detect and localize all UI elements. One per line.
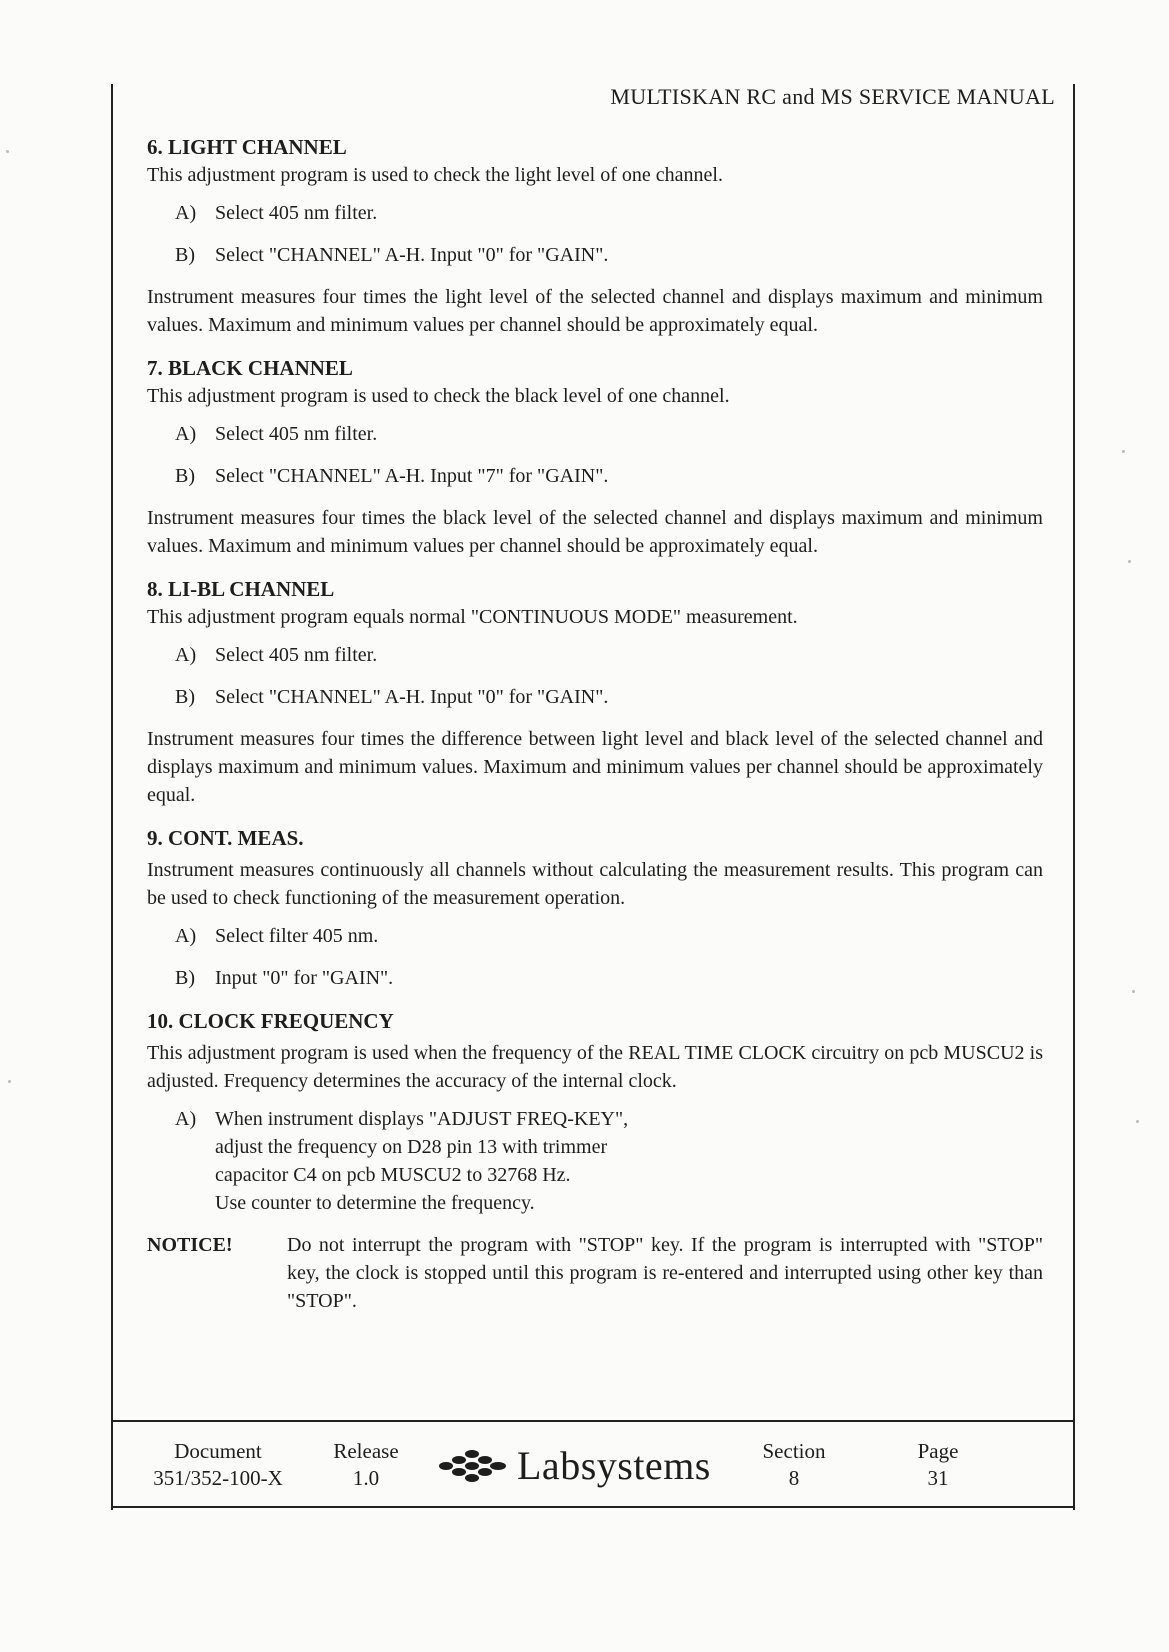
step-item: [175, 964, 1043, 992]
step-text: Select filter 405 nm.: [215, 925, 379, 947]
section-heading: 6. LIGHT CHANNEL: [147, 135, 347, 159]
scan-speck: [1122, 450, 1125, 453]
step-label: B): [175, 686, 195, 708]
section-intro: This adjustment program is used when the frequency of the REAL TIME CLOCK circuitry on pcb MUSCU2 is adjusted. Frequency determines the accuracy of the internal clock.: [147, 1042, 1043, 1092]
footer-release-value: 1.0: [352, 1466, 380, 1490]
footer-page-label: Page: [917, 1439, 959, 1463]
step-text: Select "CHANNEL" A-H. Input "7" for "GAIN".: [215, 465, 609, 487]
section-heading: 9. CONT. MEAS.: [147, 826, 304, 850]
section-intro: This adjustment program is used to check the black level of one channel.: [147, 385, 730, 407]
scan-speck: [6, 150, 9, 153]
step-item: [175, 922, 1043, 950]
section-cont-meas: [147, 825, 1043, 992]
footer-section: [749, 1438, 839, 1492]
section-heading: 8. LI-BL CHANNEL: [147, 577, 335, 601]
labsystems-logo-icon: [433, 1448, 511, 1484]
step-item: [175, 1105, 1043, 1217]
scan-speck: [1136, 1120, 1139, 1123]
step-line: capacitor C4 on pcb MUSCU2 to 32768 Hz.: [215, 1164, 571, 1186]
step-item: [175, 683, 1043, 711]
step-label: A): [175, 925, 197, 947]
step-label: A): [175, 1108, 197, 1130]
page-footer: [113, 1420, 1073, 1508]
step-label: B): [175, 244, 195, 266]
step-item: [175, 462, 1043, 490]
footer-section-value: 8: [788, 1466, 800, 1490]
section-heading: 7. BLACK CHANNEL: [147, 356, 353, 380]
footer-page: [893, 1438, 983, 1492]
step-label: A): [175, 423, 197, 445]
step-item: [175, 420, 1043, 448]
section-intro: Instrument measures continuously all channels without calculating the measurement results. This program can be used to check functioning of the measurement operation.: [147, 859, 1043, 909]
footer-document-label: Document: [174, 1439, 262, 1463]
step-item: [175, 241, 1043, 269]
step-item: [175, 199, 1043, 227]
footer-section-label: Section: [762, 1439, 826, 1463]
page-frame: [111, 84, 1075, 1510]
notice-block: [147, 1231, 1043, 1315]
step-label: B): [175, 465, 195, 487]
step-text: Input "0" for "GAIN".: [215, 967, 394, 989]
section-body: Instrument measures four times the difference between light level and black level of the selected channel and displays maximum and minimum values. Maximum and minimum values per channel should be approximately equal.: [147, 728, 1043, 806]
section-clock-frequency: [147, 1008, 1043, 1315]
step-text: Select 405 nm filter.: [215, 644, 378, 666]
step-line: adjust the frequency on D28 pin 13 with trimmer: [215, 1136, 608, 1158]
scan-speck: [8, 1080, 11, 1083]
page-content: [147, 134, 1043, 1331]
step-label: B): [175, 967, 195, 989]
step-line: Use counter to determine the frequency.: [215, 1192, 535, 1214]
labsystems-logo-text: Labsystems: [517, 1443, 711, 1488]
step-label: A): [175, 202, 197, 224]
step-text: Select "CHANNEL" A-H. Input "0" for "GAIN".: [215, 244, 609, 266]
section-body: Instrument measures four times the black level of the selected channel and displays maximum and minimum values. Maximum and minimum values per channel should be approximately equal.: [147, 507, 1043, 557]
step-label: A): [175, 644, 197, 666]
notice-label: NOTICE!: [147, 1234, 233, 1256]
section-body: Instrument measures four times the light level of the selected channel and displays maximum and minimum values. Maximum and minimum values per channel should be approximately equal.: [147, 286, 1043, 336]
footer-document: [143, 1438, 293, 1492]
step-text: Select 405 nm filter.: [215, 423, 378, 445]
section-light-channel: [147, 134, 1043, 339]
footer-release: [321, 1438, 411, 1492]
footer-page-value: 31: [927, 1466, 949, 1490]
section-intro: This adjustment program is used to check the light level of one channel.: [147, 164, 723, 186]
labsystems-logo: [433, 1442, 711, 1489]
page-header: MULTISKAN RC and MS SERVICE MANUAL: [610, 84, 1055, 109]
step-text: Select "CHANNEL" A-H. Input "0" for "GAIN".: [215, 686, 609, 708]
section-intro: This adjustment program equals normal "CONTINUOUS MODE" measurement.: [147, 606, 798, 628]
section-black-channel: [147, 355, 1043, 560]
footer-release-label: Release: [333, 1439, 399, 1463]
step-text: Select 405 nm filter.: [215, 202, 378, 224]
footer-document-value: 351/352-100-X: [153, 1466, 283, 1490]
scan-speck: [1128, 560, 1131, 563]
step-item: [175, 641, 1043, 669]
notice-text: Do not interrupt the program with "STOP" key. If the program is interrupted with "STOP" key, the clock is stopped until this program is re-entered and interrupted using other key than "STOP".: [287, 1234, 1043, 1312]
section-li-bl-channel: [147, 576, 1043, 809]
step-line: When instrument displays "ADJUST FREQ-KEY",: [215, 1108, 629, 1130]
scan-speck: [1132, 990, 1135, 993]
section-heading: 10. CLOCK FREQUENCY: [147, 1009, 394, 1033]
step-text-block: [215, 1105, 628, 1217]
